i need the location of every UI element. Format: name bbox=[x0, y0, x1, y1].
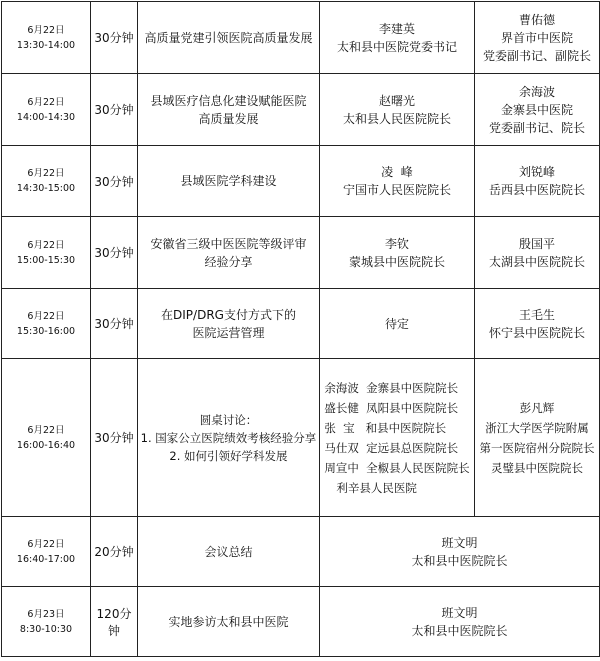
speaker-title: 太和县人民医院院长 bbox=[342, 111, 451, 126]
duration-cell: 120分钟 bbox=[91, 587, 138, 657]
speaker-cell bbox=[320, 146, 475, 217]
speaker-title: 太和县中医院院长 bbox=[411, 623, 508, 638]
speaker-name: 待定 bbox=[384, 316, 409, 331]
table-row bbox=[2, 587, 600, 657]
topic-cell bbox=[138, 2, 320, 74]
time-text: 16:00-16:40 bbox=[16, 439, 76, 451]
duration-cell: 30分钟 bbox=[91, 2, 138, 74]
host-name: 刘锐峰 bbox=[518, 165, 555, 179]
topic-line: 县域医院学科建设 bbox=[180, 174, 277, 188]
duration-cell: 30分钟 bbox=[91, 146, 138, 217]
host-cell bbox=[475, 146, 600, 217]
host-cell bbox=[475, 359, 600, 517]
topic-line: 会议总结 bbox=[204, 544, 253, 559]
host-line: 灵璧县中医院院长 bbox=[491, 460, 583, 475]
duration-cell: 30分钟 bbox=[91, 289, 138, 359]
date-time-cell bbox=[2, 289, 91, 359]
panelist-line: 马仕双 定远县总医院院长 bbox=[324, 440, 459, 455]
host-name: 王毛生 bbox=[518, 307, 555, 322]
topic-cell bbox=[138, 74, 320, 146]
topic-cell bbox=[138, 517, 320, 587]
topic-cell bbox=[138, 217, 320, 289]
panelist-line: 周宣中 全椒县人民医院院长 bbox=[324, 460, 470, 475]
time-text: 16:40-17:00 bbox=[16, 553, 76, 565]
speaker-title: 宁国市人民医院院长 bbox=[342, 183, 451, 197]
speaker-host-cell bbox=[320, 587, 600, 657]
speaker-cell bbox=[320, 217, 475, 289]
host-name: 曹佑德 bbox=[518, 12, 555, 27]
speaker-host-cell bbox=[320, 517, 600, 587]
table-row bbox=[2, 74, 600, 146]
table-row bbox=[2, 359, 600, 517]
speaker-cell bbox=[320, 289, 475, 359]
panelist-line: 张 宝 和县中医院院长 bbox=[324, 420, 447, 435]
date-text: 6月22日 bbox=[27, 424, 65, 436]
time-text: 15:00-15:30 bbox=[16, 254, 76, 266]
time-text: 14:00-14:30 bbox=[16, 111, 76, 123]
date-text: 6月22日 bbox=[27, 96, 65, 108]
date-time-cell bbox=[2, 146, 91, 217]
panelist-line: 盛长健 凤阳县中医院院长 bbox=[324, 400, 459, 415]
table-row bbox=[2, 217, 600, 289]
topic-line: 2. 如何引领好学科发展 bbox=[169, 448, 288, 463]
table-row bbox=[2, 517, 600, 587]
host-name: 彭凡辉 bbox=[519, 400, 555, 415]
date-text: 6月22日 bbox=[27, 239, 65, 251]
topic-cell bbox=[138, 289, 320, 359]
topic-line: 经验分享 bbox=[204, 254, 253, 269]
topic-line: 高质量党建引领医院高质量发展 bbox=[144, 30, 313, 45]
host-line: 怀宁县中医院院长 bbox=[488, 325, 585, 340]
date-text: 6月22日 bbox=[27, 168, 65, 179]
host-cell bbox=[475, 289, 600, 359]
speaker-title: 蒙城县中医院院长 bbox=[348, 254, 445, 269]
date-time-cell bbox=[2, 217, 91, 289]
time-text: 8:30-10:30 bbox=[19, 623, 73, 635]
topic-line: 圆桌讨论： bbox=[199, 412, 258, 427]
topic-line: 实地参访太和县中医院 bbox=[168, 614, 289, 629]
date-text: 6月22日 bbox=[27, 310, 65, 322]
host-line: 党委副书记、副院长 bbox=[482, 48, 591, 63]
speaker-cell bbox=[320, 2, 475, 74]
duration-cell: 30分钟 bbox=[91, 217, 138, 289]
host-cell bbox=[475, 217, 600, 289]
topic-line: 安徽省三级中医医院等级评审 bbox=[150, 236, 307, 251]
duration-cell: 20分钟 bbox=[91, 517, 138, 587]
speaker-cell bbox=[320, 74, 475, 146]
topic-cell bbox=[138, 587, 320, 657]
speaker-name: 赵曙光 bbox=[378, 93, 415, 108]
host-line: 界首市中医院 bbox=[500, 30, 573, 45]
date-time-cell bbox=[2, 359, 91, 517]
duration-cell: 30分钟 bbox=[91, 74, 138, 146]
topic-line: 医院运营管理 bbox=[192, 325, 265, 340]
date-time-cell bbox=[2, 74, 91, 146]
host-name: 殷国平 bbox=[518, 236, 555, 251]
speaker-name: 李钦 bbox=[384, 236, 409, 251]
date-text: 6月23日 bbox=[27, 608, 65, 620]
host-cell bbox=[475, 74, 600, 146]
duration-cell: 30分钟 bbox=[91, 359, 138, 517]
date-time-cell bbox=[2, 2, 91, 74]
topic-cell bbox=[138, 146, 320, 217]
topic-line: 在DIP/DRG支付方式下的 bbox=[161, 307, 296, 322]
host-line: 太湖县中医院院长 bbox=[488, 254, 585, 269]
topic-line: 高质量发展 bbox=[198, 111, 259, 126]
table-row bbox=[2, 289, 600, 359]
speaker-name: 班文明 bbox=[441, 535, 478, 550]
time-text: 14:30-15:00 bbox=[16, 183, 76, 194]
host-cell bbox=[475, 2, 600, 74]
panelist-line: 利辛县人民医院 bbox=[336, 480, 417, 495]
host-line: 金寨县中医院 bbox=[500, 102, 573, 117]
host-line: 岳西县中医院院长 bbox=[488, 183, 585, 197]
panelist-line: 余海波 金寨县中医院院长 bbox=[324, 380, 459, 395]
topic-cell bbox=[138, 359, 320, 517]
host-name: 余海波 bbox=[518, 84, 555, 99]
date-time-cell bbox=[2, 587, 91, 657]
table-row bbox=[2, 146, 600, 217]
date-text: 6月22日 bbox=[27, 24, 65, 36]
host-line: 浙江大学医学院附属 bbox=[485, 420, 589, 435]
speaker-name: 李建英 bbox=[378, 21, 415, 36]
speaker-title: 太和县中医院党委书记 bbox=[336, 39, 457, 54]
table-row bbox=[2, 2, 600, 74]
speaker-name: 班文明 bbox=[441, 605, 478, 620]
time-text: 13:30-14:00 bbox=[16, 39, 76, 51]
speaker-name: 凌 峰 bbox=[381, 165, 413, 179]
host-line: 党委副书记、院长 bbox=[488, 120, 585, 135]
topic-line: 1. 国家公立医院绩效考核经验分享 bbox=[140, 430, 317, 445]
speaker-title: 太和县中医院院长 bbox=[411, 553, 508, 568]
date-time-cell bbox=[2, 517, 91, 587]
date-text: 6月22日 bbox=[27, 538, 65, 550]
host-line: 第一医院宿州分院院长 bbox=[479, 440, 595, 455]
panelist-list bbox=[324, 378, 469, 498]
schedule-table bbox=[1, 1, 600, 657]
topic-line: 县域医疗信息化建设赋能医院 bbox=[150, 93, 307, 108]
time-text: 15:30-16:00 bbox=[16, 325, 76, 337]
panelist-cell bbox=[320, 359, 475, 517]
